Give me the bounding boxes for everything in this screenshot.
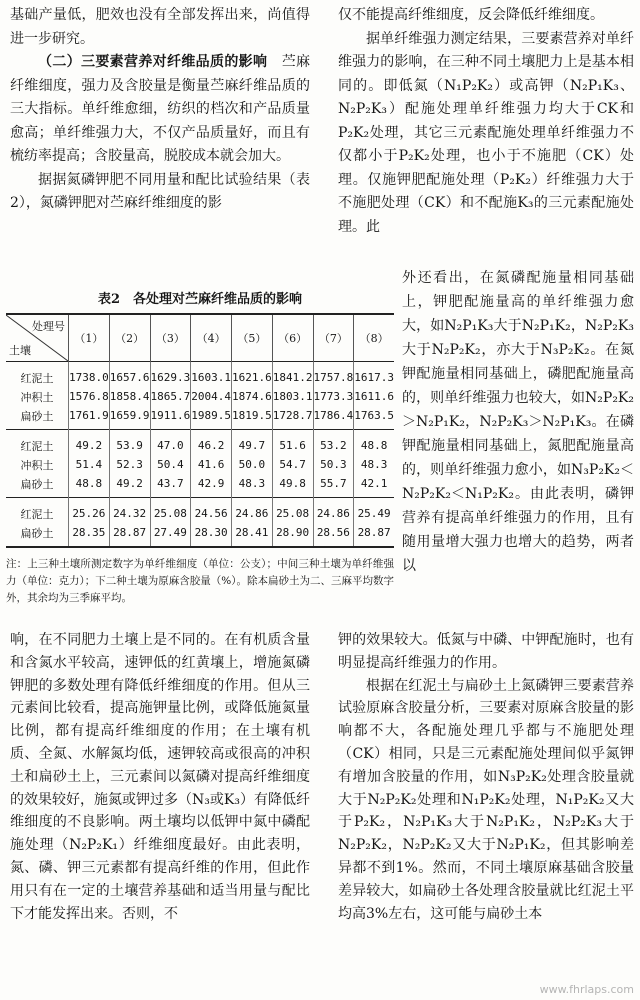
value-cell: 1803.1: [272, 387, 313, 406]
value-cell: 1603.1: [191, 362, 232, 388]
value-cell: 1911.6: [150, 406, 191, 430]
header-treatment-label: 处理号: [32, 320, 65, 333]
value-cell: 28.56: [313, 523, 354, 547]
column-header: （4）: [191, 314, 232, 362]
value-cell: 1728.7: [272, 406, 313, 430]
value-cell: 25.49: [354, 498, 394, 524]
right-column-top: [338, 4, 634, 239]
column-header: （8）: [354, 314, 394, 362]
value-cell: 1576.8: [69, 387, 110, 406]
value-cell: 1858.4: [109, 387, 150, 406]
value-cell: 28.41: [232, 523, 273, 547]
value-cell: 2004.4: [191, 387, 232, 406]
value-cell: 1659.9: [109, 406, 150, 430]
value-cell: 1629.3: [150, 362, 191, 388]
group-strength: [6, 430, 394, 498]
table-title: 表2 各处理对苎麻纤维品质的影响: [97, 292, 303, 307]
value-cell: 1989.5: [191, 406, 232, 430]
right-column-wrap: [402, 266, 634, 578]
value-cell: 51.6: [272, 430, 313, 456]
value-cell: 53.9: [109, 430, 150, 456]
watermark: www.fhrlaps.com: [539, 983, 634, 996]
table-row: [6, 523, 394, 547]
table-note: 注：上三种土壤所测定数字为单纤维细度（单位：公支）；中间三种土壤为单纤维强力（单位：克力）；下二种土壤为原麻含胶量（%）。除本扁砂土为二、三麻平均数字外，其余均为三季麻平均。: [6, 558, 394, 604]
header-soil-label: 土壤: [9, 344, 31, 357]
value-cell: 42.1: [354, 474, 394, 498]
column-header: （3）: [150, 314, 191, 362]
paragraph-gum-content: 根据在红泥土与扁砂土上氮磷钾三要素营养试验原麻含胶量分析，三要素对原麻含胶量的影响都不大，各配施处理几乎都与不施肥处理（CK）相同，只是三元素配施处理间似乎氮钾有增加含胶量的作用，如N₃P₂K₂处理含胶量就大于N₂P₂K₂处理和N₁P₂K₂处理，N₁P₂K₂又大于P₂K₂，N₂P₁K₃大于N₂P₁K₂，N₂P₂K₃大于N₂P₂K₂，N₂P₂K₂又大于N₂P₁K₂，但其影响差异都不到1%。然而，不同土壤原麻基础含胶量差异较大，如扁砂土各处理含胶量就比红泥土平均高3%左右，这可能与扁砂土本: [338, 677, 634, 922]
value-cell: 1819.5: [232, 406, 273, 430]
table-row: [6, 406, 394, 430]
table-2: [6, 288, 394, 607]
table-row: [6, 362, 394, 388]
value-cell: 25.08: [150, 498, 191, 524]
column-header: （2）: [109, 314, 150, 362]
soil-cell: 扁砂土: [20, 409, 54, 423]
paragraph-fineness-detail: 响，在不同肥力土壤上是不同的。在有机质含量和含氮水平较高，速钾低的红黄壤上，增施氮磷钾肥的多数处理有降低纤维细度的作用。但从三元素间比较看，提高施钾量比例，或降低施氮量比例，都有提高纤维细度的作用；在土壤有机质、全氮、水解氮均低，速钾较高或很高的冲积土和扁砂土上，三元素间以氮磷对提高纤维细度的效果较好，施氮或钾过多（N₃或K₃）有降低纤维细度的不良影响。两土壤均以低钾中氮中磷配施处理（N₂P₂K₁）纤维细度最好。由此表明，氮、磷、钾三元素都有提高纤维的作用，但此作用只有在一定的土壤营养基础和适当用量与配比下才能发挥出来。否则，不: [10, 632, 310, 922]
table-row: [6, 387, 394, 406]
soil-cell: 扁砂土: [20, 477, 54, 491]
value-cell: 41.6: [191, 455, 232, 474]
group-fineness: [6, 362, 394, 430]
value-cell: 1874.6: [232, 387, 273, 406]
value-cell: 50.3: [313, 455, 354, 474]
soil-cell: 红泥土: [20, 371, 54, 385]
value-cell: 1865.7: [150, 387, 191, 406]
diagonal-header-cell: [6, 314, 69, 362]
value-cell: 24.86: [313, 498, 354, 524]
value-cell: 48.8: [69, 474, 110, 498]
value-cell: 49.8: [272, 474, 313, 498]
value-cell: 1617.3: [354, 362, 394, 388]
value-cell: 24.32: [109, 498, 150, 524]
value-cell: 49.2: [109, 474, 150, 498]
value-cell: 49.2: [69, 430, 110, 456]
value-cell: 1786.4: [313, 406, 354, 430]
value-cell: 28.90: [272, 523, 313, 547]
value-cell: 27.49: [150, 523, 191, 547]
value-cell: 1761.9: [69, 406, 110, 430]
value-cell: 48.8: [354, 430, 394, 456]
value-cell: 28.87: [109, 523, 150, 547]
value-cell: 50.0: [232, 455, 273, 474]
soil-cell: 冲积土: [20, 458, 54, 472]
value-cell: 47.0: [150, 430, 191, 456]
soil-cell: 冲积土: [20, 390, 54, 404]
column-header: （1）: [69, 314, 110, 362]
column-header: （6）: [272, 314, 313, 362]
value-cell: 1841.2: [272, 362, 313, 388]
section-heading: （二）三要素营养对纤维品质的影响: [38, 54, 268, 70]
paragraph-continuation: 基础产量低，肥效也没有全部发挥出来，尚值得进一步研究。: [10, 7, 310, 47]
paragraph-strength: 据单纤维强力测定结果，三要素营养对单纤维强力的影响，在三种不同土壤肥力上是基本相同的。即低氮（N₁P₂K₂）或高钾（N₂P₁K₃、N₂P₂K₃）配施处理单纤维强力均大于CK和P₂K₂处理，其它三元素配施处理单纤维强力不仅都小于P₂K₂处理，也小于不施肥（CK）处理。仅施钾肥配施处理（P₂K₂）纤维强力大于不施肥处理（CK）和不配施K₃的三元素配施处理。此: [338, 30, 634, 235]
soil-cell: 红泥土: [6, 430, 69, 456]
left-column-bottom: [10, 629, 310, 925]
value-cell: 1757.8: [313, 362, 354, 388]
value-cell: 55.7: [313, 474, 354, 498]
table-header-row: [6, 314, 394, 362]
column-header: （7）: [313, 314, 354, 362]
value-cell: 1773.3: [313, 387, 354, 406]
table-row: [6, 430, 394, 456]
section-body: 苎麻纤维细度，强力及含胶量是衡量苎麻纤维品质的三大指标。单纤维愈细，纺织的档次和产品质量愈高；单纤维强力大，不仅产品质量好，而且有梳纺率提高；含胶量高，脱胶成本就会加大。: [10, 54, 311, 164]
paragraph-strength-end: 钾的效果较大。低氮与中磷、中钾配施时，也有明显提高纤维强力的作用。: [338, 632, 634, 671]
value-cell: 1738.0: [69, 362, 110, 388]
column-header: （5）: [232, 314, 273, 362]
left-column: [10, 4, 310, 216]
table-row: [6, 498, 394, 524]
value-cell: 24.86: [232, 498, 273, 524]
value-cell: 52.3: [109, 455, 150, 474]
value-cell: 42.9: [191, 474, 232, 498]
table-row: [6, 474, 394, 498]
value-cell: 1621.6: [232, 362, 273, 388]
value-cell: 25.08: [272, 498, 313, 524]
paragraph-fineness-intro: 据据氮磷钾肥不同用量和配比试验结果（表2），氮磷钾肥对苎麻纤维细度的影: [10, 171, 310, 211]
fiber-quality-table: [6, 313, 394, 548]
value-cell: 24.56: [191, 498, 232, 524]
value-cell: 51.4: [69, 455, 110, 474]
value-cell: 25.26: [69, 498, 110, 524]
value-cell: 28.87: [354, 523, 394, 547]
right-column-bottom: [338, 629, 634, 925]
value-cell: 48.3: [354, 455, 394, 474]
soil-cell: 扁砂土: [20, 526, 54, 540]
value-cell: 49.7: [232, 430, 273, 456]
value-cell: 54.7: [272, 455, 313, 474]
value-cell: 53.2: [313, 430, 354, 456]
paragraph-section: [10, 51, 310, 169]
value-cell: 43.7: [150, 474, 191, 498]
group-gum-content: [6, 498, 394, 548]
table-row: [6, 455, 394, 474]
paragraph-fineness-end: 仅不能提高纤维细度，反会降低纤维细度。: [338, 7, 604, 23]
paragraph-strength-cont: 外还看出，在氮磷配施量相同基础上，钾肥配施量高的单纤维强力愈大，如N₂P₁K₃大于N₂P₁K₂，N₂P₂K₃大于N₂P₂K₂，亦大于N₃P₂K₂。在氮钾配施量相同基础上，磷肥配施量高的，则单纤维强力也较大，如N₂P₂K₂＞N₂P₁K₂，N₂P₂K₃＞N₂P₁K₃。在磷钾配施量相同基础上，氮肥配施量高的，则单纤维强力愈小，如N₃P₂K₂＜N₂P₂K₂＜N₁P₂K₂。由此表明，磷钾营养有提高单纤维强力的作用，且有随用量增大强力也增大的趋势，两者以: [402, 270, 634, 574]
value-cell: 48.3: [232, 474, 273, 498]
value-cell: 1763.5: [354, 406, 394, 430]
value-cell: 1611.6: [354, 387, 394, 406]
value-cell: 28.30: [191, 523, 232, 547]
soil-cell: 红泥土: [6, 498, 69, 524]
value-cell: 1657.6: [109, 362, 150, 388]
value-cell: 46.2: [191, 430, 232, 456]
value-cell: 28.35: [69, 523, 110, 547]
value-cell: 50.4: [150, 455, 191, 474]
